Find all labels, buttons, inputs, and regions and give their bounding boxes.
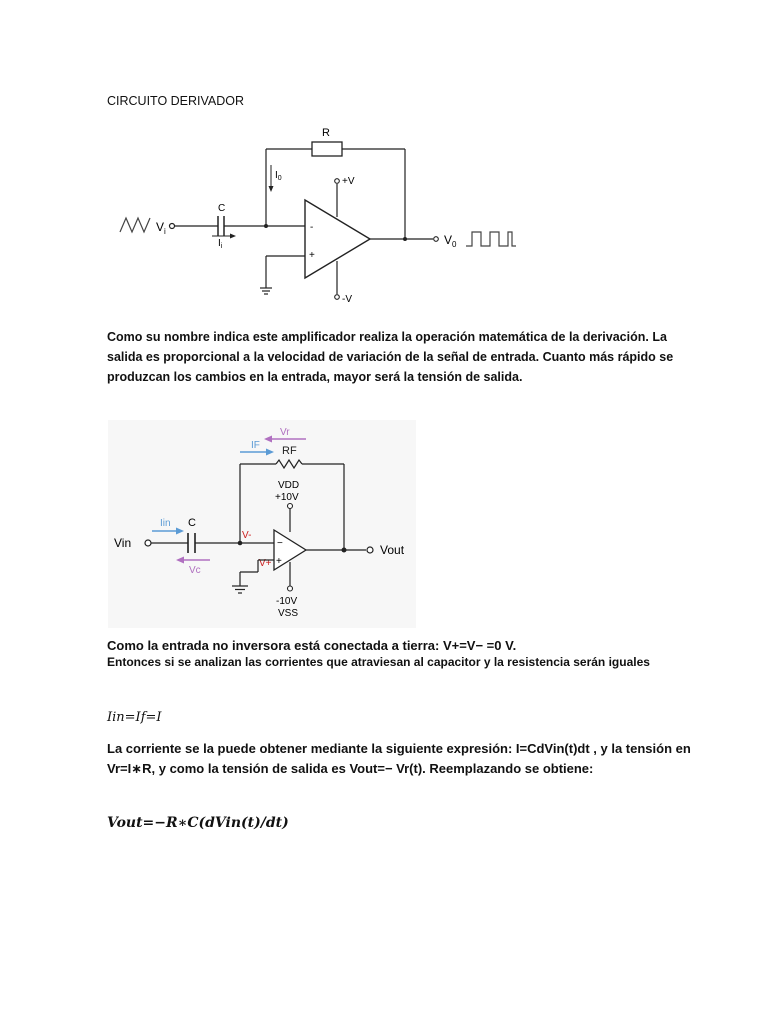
expression-paragraph <box>107 739 691 779</box>
rf-label: RF <box>282 445 297 457</box>
vminus-label: -V <box>342 294 352 305</box>
ground-statement: Como la entrada no inversora está conectada a tierra: V+=V− =0 V. <box>107 638 517 653</box>
if-label: IF <box>251 440 260 451</box>
expression-line-1: La corriente se la puede obtener mediante la siguiente expresión: I=CdVin(t)dt , y la tensión en <box>107 741 691 756</box>
vi-label: $V_i$ <box>156 220 166 236</box>
vss-label: VSS <box>278 608 299 619</box>
vplus-label: +V <box>342 176 355 187</box>
c2-label: C <box>188 517 196 529</box>
ii-label: $I_i$ <box>218 238 223 250</box>
differentiator-circuit-2 <box>108 420 416 628</box>
vss-value: -10V <box>276 596 298 607</box>
description-paragraph <box>107 327 674 387</box>
differentiator-circuit-1 <box>110 120 530 310</box>
minus-pin-2: − <box>277 538 283 549</box>
paragraph-line: salida es proporcional a la velocidad de variación de la señal de entrada. Cuanto más rápido se <box>107 350 674 364</box>
plus-pin: + <box>309 250 315 261</box>
paragraph-line: Como su nombre indica este amplificador realiza la operación matemática de la derivación. La <box>107 330 667 344</box>
r-label: R <box>322 127 330 139</box>
ground-icon <box>260 288 272 294</box>
current-equation: Iin=If=I <box>107 710 162 725</box>
minus-pin: - <box>310 222 314 233</box>
triangle-wave-icon <box>120 218 150 232</box>
vdd-value: +10V <box>275 492 299 503</box>
document-title: CIRCUITO DERIVADOR <box>107 94 245 108</box>
vc-label: Vc <box>189 565 201 576</box>
square-wave-icon <box>466 232 516 246</box>
iin-label: Iin <box>160 518 171 529</box>
vdd-label: VDD <box>278 480 300 491</box>
vout-label: Vout <box>380 543 405 557</box>
c-label: C <box>218 203 226 214</box>
currents-statement: Entonces si se analizan las corrientes que atraviesan al capacitor y la resistencia serán iguales <box>107 655 650 669</box>
vr-label: Vr <box>280 427 290 438</box>
output-equation: Vout=−R∗C(dVin(t)/dt) <box>107 815 289 831</box>
vin-label: Vin <box>114 536 132 550</box>
expression-line-2: Vr=I∗R, y como la tensión de salida es Vout=− Vr(t). Reemplazando se obtiene: <box>107 761 594 776</box>
v0-label: $V_0$ <box>444 233 457 249</box>
paragraph-line: produzcan los cambios en la entrada, mayor será la tensión de salida. <box>107 370 523 384</box>
plus-pin-2: + <box>276 556 282 567</box>
vplus-node: V+ <box>259 558 272 569</box>
i0-label: $I_0$ <box>275 170 282 182</box>
vminus-node: V- <box>242 530 252 541</box>
